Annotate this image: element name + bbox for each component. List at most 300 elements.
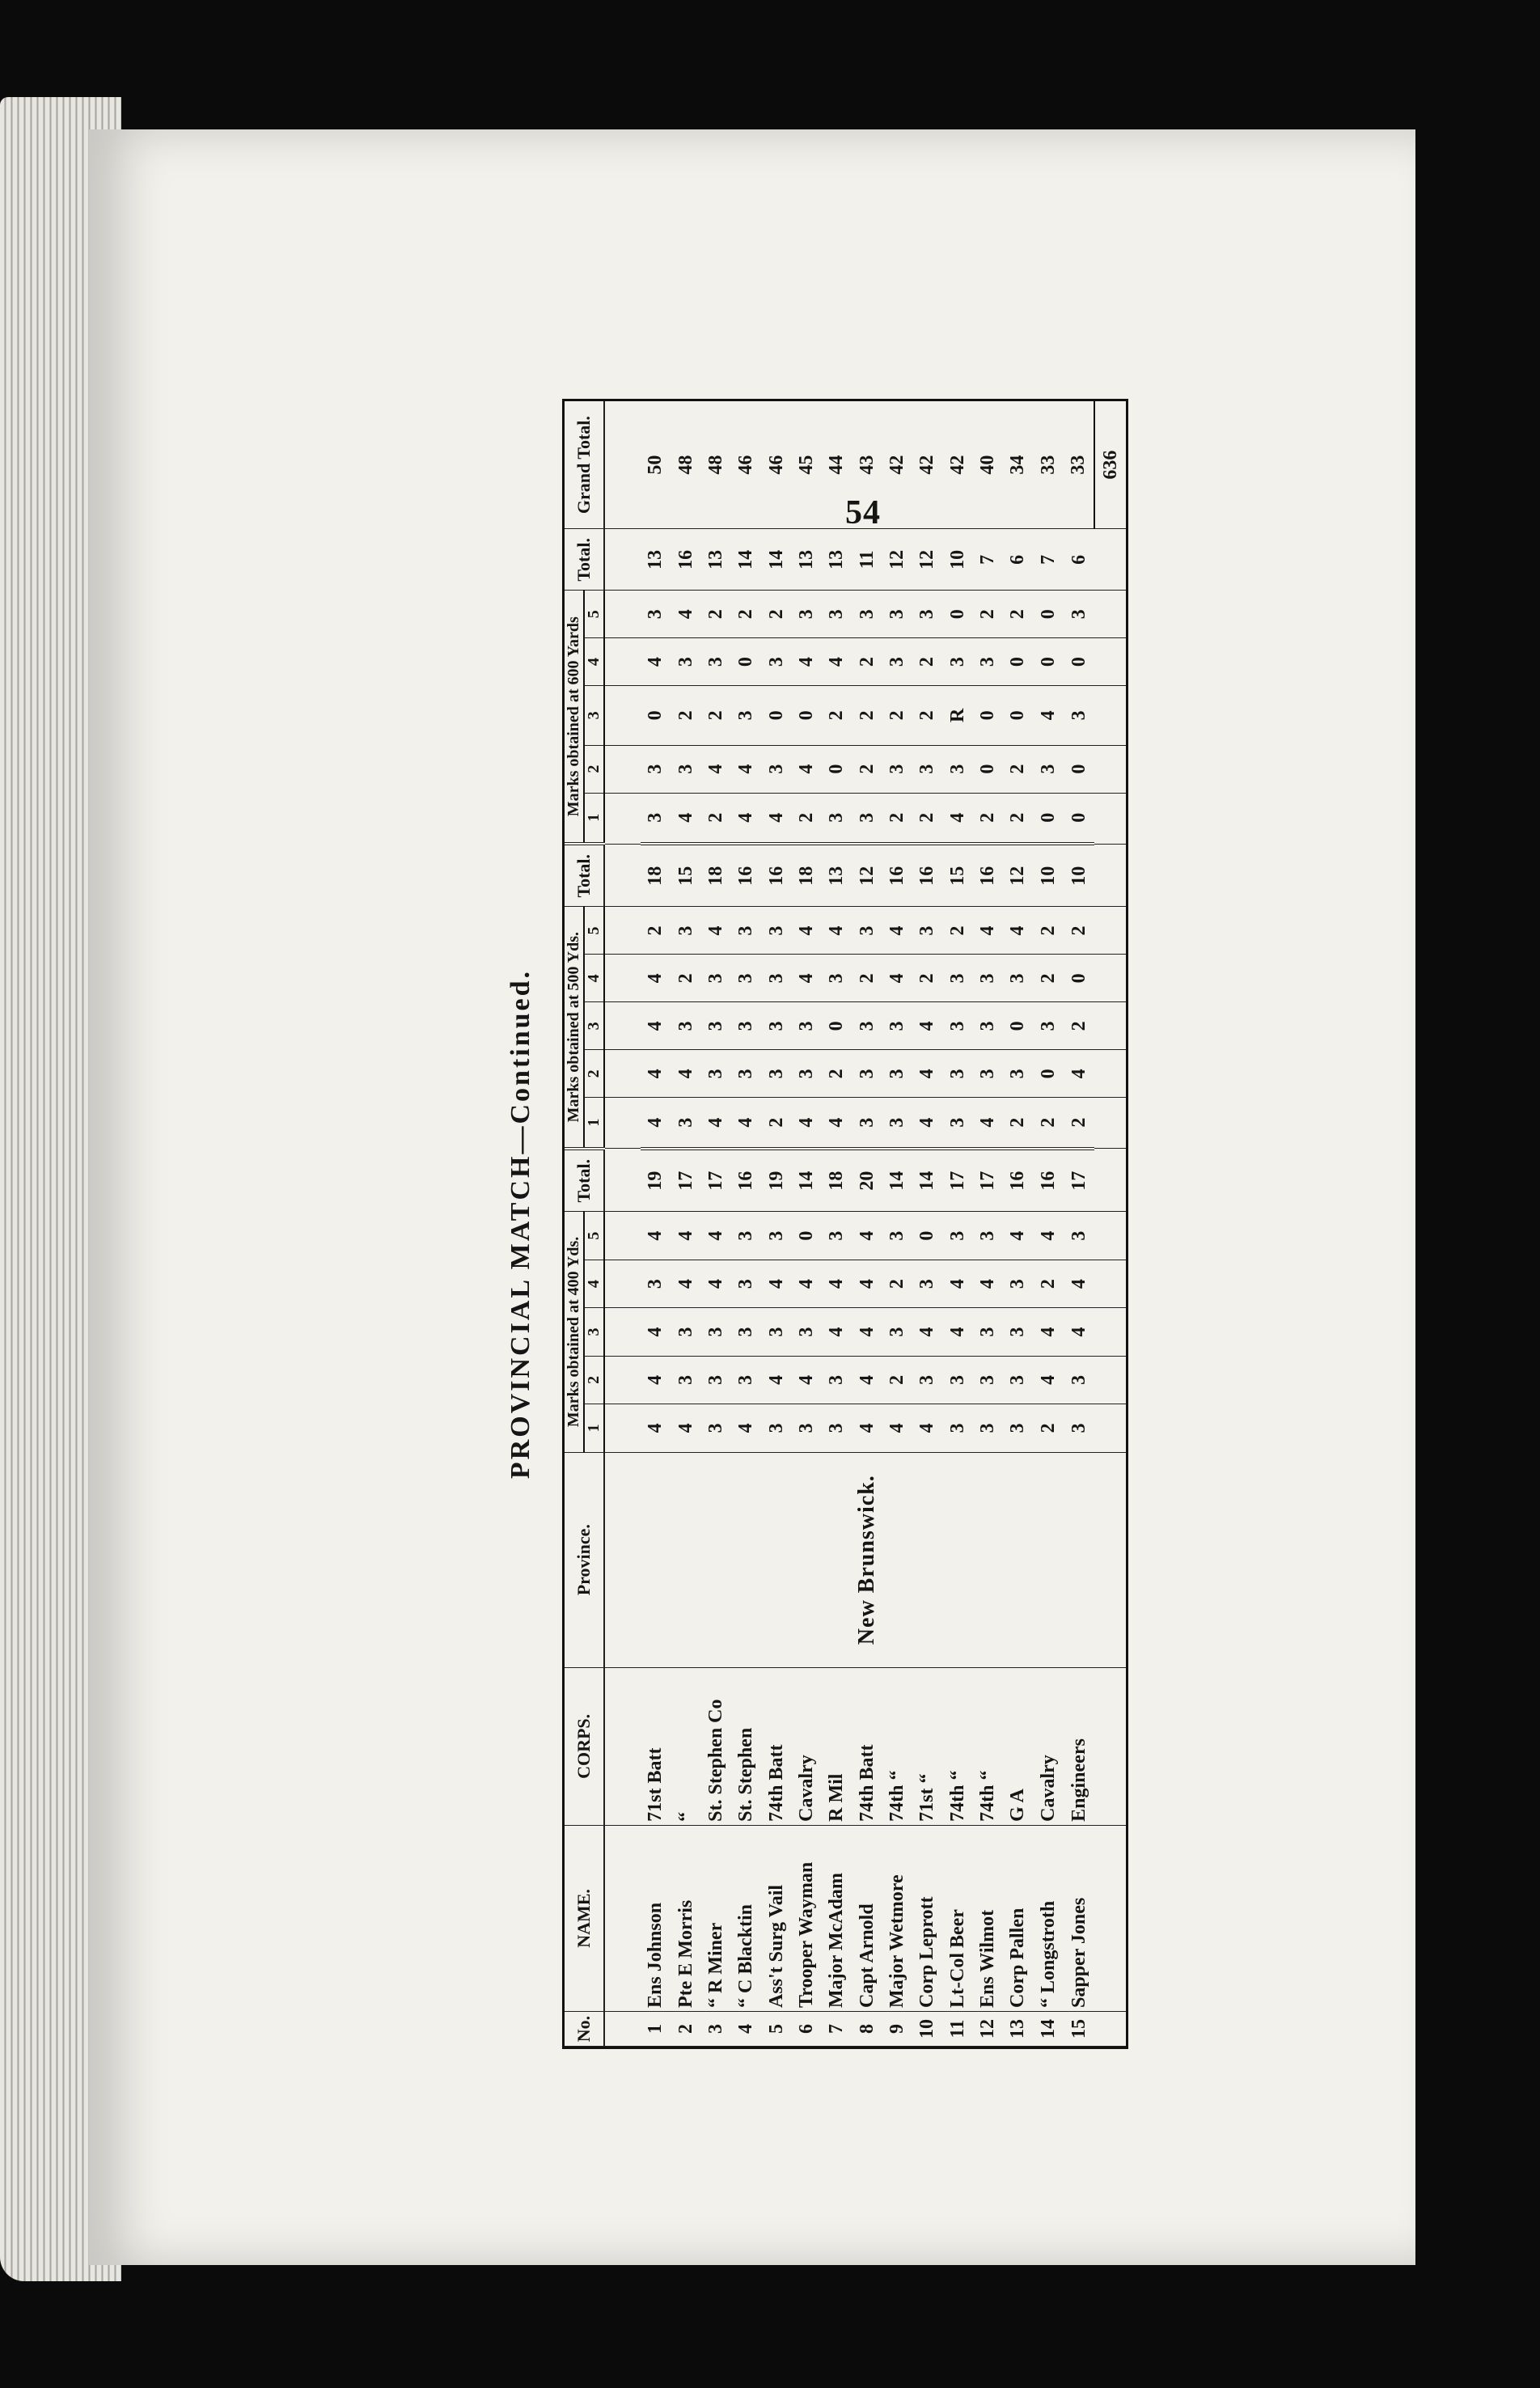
grand-total: 48 — [671, 401, 700, 529]
score-400-shot-1: 4 — [882, 1404, 912, 1452]
sum-spacer-cell — [1094, 1825, 1126, 2011]
score-500-shot-2: 3 — [942, 1050, 972, 1098]
score-600-shot-1: 4 — [761, 793, 791, 844]
score-400-shot-2: 3 — [972, 1356, 1002, 1404]
score-500-shot-3: 3 — [972, 1002, 1002, 1050]
score-500-shot-1: 4 — [912, 1098, 942, 1149]
sum-spacer-cell — [1094, 1050, 1126, 1098]
score-500-shot-3: 3 — [791, 1002, 821, 1050]
total-400: 19 — [761, 1149, 791, 1212]
score-500-shot-5: 3 — [671, 907, 700, 955]
table-row — [1003, 401, 1033, 2047]
score-600-shot-5: 3 — [641, 591, 671, 638]
score-600-shot-5: 2 — [972, 591, 1002, 638]
sum-spacer-cell — [1094, 1452, 1126, 1667]
score-500-shot-2: 3 — [1003, 1050, 1033, 1098]
score-400-shot-1: 4 — [731, 1404, 761, 1452]
spacer-cell — [604, 955, 641, 1002]
spacer-cell — [604, 1212, 641, 1260]
score-600-shot-2: 2 — [852, 745, 882, 793]
score-600-shot-1: 2 — [912, 793, 942, 844]
score-400-shot-3: 3 — [791, 1308, 821, 1356]
competitor-corps: 74th Batt — [761, 1667, 791, 1825]
score-500-shot-2: 3 — [852, 1050, 882, 1098]
total-500: 16 — [731, 844, 761, 907]
competitor-name: Ass't Surg Vail — [761, 1825, 791, 2011]
total-500: 16 — [882, 844, 912, 907]
score-500-shot-4: 3 — [972, 955, 1002, 1002]
score-400-shot-1: 2 — [1033, 1404, 1063, 1452]
table-row — [972, 401, 1002, 2047]
score-600-shot-1: 4 — [671, 793, 700, 844]
header-no: No. — [565, 2012, 604, 2047]
score-400-shot-4: 2 — [882, 1260, 912, 1307]
table-row — [791, 401, 821, 2047]
score-400-shot-5: 0 — [912, 1212, 942, 1260]
sum-spacer-cell — [1094, 844, 1126, 907]
sum-spacer-cell — [1094, 1149, 1126, 1212]
score-400-shot-1: 3 — [942, 1404, 972, 1452]
score-400-shot-3: 3 — [761, 1308, 791, 1356]
shot-header-500-5: 5 — [584, 907, 604, 955]
table-row — [822, 401, 852, 2047]
grand-total: 33 — [1063, 401, 1094, 529]
total-500: 18 — [791, 844, 821, 907]
grand-total: 40 — [972, 401, 1002, 529]
score-600-shot-1: 2 — [1003, 793, 1033, 844]
score-500-shot-2: 2 — [822, 1050, 852, 1098]
score-400-shot-5: 3 — [882, 1212, 912, 1260]
score-400-shot-3: 4 — [1033, 1308, 1063, 1356]
spacer-cell — [604, 907, 641, 955]
competitor-name: Capt Arnold — [852, 1825, 882, 2011]
competitor-name: “ R Miner — [700, 1825, 730, 2011]
total-500: 10 — [1063, 844, 1094, 907]
competitor-name: Major McAdam — [822, 1825, 852, 2011]
table-row — [761, 401, 791, 2047]
shot-header-400-1: 1 — [584, 1404, 604, 1452]
total-600: 12 — [912, 529, 942, 591]
score-500-shot-3: 3 — [700, 1002, 730, 1050]
shot-header-600-1: 1 — [584, 793, 604, 844]
sum-spacer-cell — [1094, 1260, 1126, 1307]
score-600-shot-5: 3 — [1063, 591, 1094, 638]
spacer-cell — [604, 1308, 641, 1356]
competitor-corps: 71st Batt — [641, 1667, 671, 1825]
score-500-shot-1: 4 — [822, 1098, 852, 1149]
score-600-shot-5: 0 — [1033, 591, 1063, 638]
score-600-shot-2: 0 — [972, 745, 1002, 793]
header-total-500: Total. — [565, 844, 604, 907]
score-400-shot-1: 3 — [822, 1404, 852, 1452]
score-600-shot-4: 2 — [852, 638, 882, 686]
shot-header-400-5: 5 — [584, 1212, 604, 1260]
score-400-shot-4: 3 — [641, 1260, 671, 1307]
competitor-name: “ C Blacktin — [731, 1825, 761, 2011]
header-corps: CORPS. — [565, 1667, 604, 1825]
score-600-shot-1: 2 — [791, 793, 821, 844]
score-400-shot-5: 4 — [1003, 1212, 1033, 1260]
total-400: 14 — [882, 1149, 912, 1212]
score-400-shot-3: 4 — [942, 1308, 972, 1356]
score-600-shot-3: 3 — [1063, 685, 1094, 745]
total-400: 17 — [671, 1149, 700, 1212]
row-number: 9 — [882, 2012, 912, 2047]
header-name: NAME. — [565, 1825, 604, 2011]
score-400-shot-5: 3 — [942, 1212, 972, 1260]
score-400-shot-5: 0 — [791, 1212, 821, 1260]
score-500-shot-4: 2 — [852, 955, 882, 1002]
table-row — [671, 401, 700, 2047]
table-row — [700, 401, 730, 2047]
score-600-shot-1: 2 — [882, 793, 912, 844]
score-500-shot-5: 2 — [942, 907, 972, 955]
score-400-shot-5: 3 — [761, 1212, 791, 1260]
score-600-shot-1: 3 — [822, 793, 852, 844]
score-600-shot-1: 4 — [731, 793, 761, 844]
shot-header-400-2: 2 — [584, 1356, 604, 1404]
sum-spacer-cell — [1094, 1667, 1126, 1825]
score-500-shot-5: 3 — [912, 907, 942, 955]
total-400: 14 — [912, 1149, 942, 1212]
competitor-name: Lt-Col Beer — [942, 1825, 972, 2011]
total-600: 13 — [700, 529, 730, 591]
score-400-shot-3: 3 — [700, 1308, 730, 1356]
total-600: 16 — [671, 529, 700, 591]
score-600-shot-2: 3 — [1033, 745, 1063, 793]
sum-spacer-cell — [1094, 1098, 1126, 1149]
shot-header-600-3: 3 — [584, 685, 604, 745]
spacer-cell — [604, 1452, 641, 1667]
table-row — [882, 401, 912, 2047]
competitor-corps: “ — [671, 1667, 700, 1825]
score-500-shot-1: 2 — [761, 1098, 791, 1149]
score-400-shot-4: 3 — [912, 1260, 942, 1307]
score-400-shot-5: 3 — [731, 1212, 761, 1260]
score-500-shot-4: 2 — [671, 955, 700, 1002]
total-600: 13 — [791, 529, 821, 591]
competitor-name: Corp Pallen — [1003, 1825, 1033, 2011]
score-400-shot-4: 4 — [942, 1260, 972, 1307]
score-600-shot-3: 2 — [671, 685, 700, 745]
score-400-shot-3: 4 — [822, 1308, 852, 1356]
grand-total: 42 — [912, 401, 942, 529]
score-400-shot-5: 4 — [641, 1212, 671, 1260]
score-600-shot-3: 0 — [761, 685, 791, 745]
score-600-shot-5: 3 — [822, 591, 852, 638]
total-500: 16 — [761, 844, 791, 907]
score-500-shot-4: 3 — [700, 955, 730, 1002]
total-500: 16 — [912, 844, 942, 907]
total-600: 13 — [641, 529, 671, 591]
score-400-shot-1: 4 — [641, 1404, 671, 1452]
score-400-shot-2: 4 — [791, 1356, 821, 1404]
score-400-shot-4: 3 — [1003, 1260, 1033, 1307]
score-600-shot-4: 3 — [942, 638, 972, 686]
total-500: 12 — [1003, 844, 1033, 907]
grand-total: 48 — [700, 401, 730, 529]
score-500-shot-5: 4 — [700, 907, 730, 955]
spacer-cell — [604, 844, 641, 907]
score-400-shot-4: 2 — [1033, 1260, 1063, 1307]
score-400-shot-4: 4 — [852, 1260, 882, 1307]
score-600-shot-4: 3 — [972, 638, 1002, 686]
sum-spacer-cell — [1094, 2012, 1126, 2047]
score-600-shot-3: 0 — [972, 685, 1002, 745]
row-number: 1 — [641, 2012, 671, 2047]
score-600-shot-3: 2 — [822, 685, 852, 745]
row-number: 5 — [761, 2012, 791, 2047]
sum-spacer-cell — [1094, 685, 1126, 745]
score-500-shot-2: 3 — [761, 1050, 791, 1098]
competitor-corps: G A — [1003, 1667, 1033, 1825]
header-marks-500: Marks obtained at 500 Yds. — [565, 907, 584, 1149]
total-400: 16 — [1003, 1149, 1033, 1212]
score-500-shot-2: 3 — [791, 1050, 821, 1098]
score-500-shot-1: 2 — [1063, 1098, 1094, 1149]
spacer-cell — [604, 1404, 641, 1452]
total-400: 17 — [1063, 1149, 1094, 1212]
table-row — [641, 401, 671, 2047]
grand-total-sum: 636 — [1094, 401, 1126, 529]
row-number: 11 — [942, 2012, 972, 2047]
score-500-shot-5: 2 — [1063, 907, 1094, 955]
grand-total: 42 — [942, 401, 972, 529]
score-500-shot-2: 3 — [700, 1050, 730, 1098]
grand-total: 33 — [1033, 401, 1063, 529]
total-400: 17 — [972, 1149, 1002, 1212]
score-500-shot-3: 0 — [822, 1002, 852, 1050]
shot-header-600-2: 2 — [584, 745, 604, 793]
total-400: 17 — [700, 1149, 730, 1212]
score-600-shot-4: 3 — [882, 638, 912, 686]
score-400-shot-2: 3 — [822, 1356, 852, 1404]
total-400: 14 — [791, 1149, 821, 1212]
sum-spacer-cell — [1094, 1308, 1126, 1356]
spacer-cell — [604, 1098, 641, 1149]
score-600-shot-4: 0 — [1063, 638, 1094, 686]
competitor-corps: 74th “ — [942, 1667, 972, 1825]
score-400-shot-1: 3 — [972, 1404, 1002, 1452]
score-500-shot-5: 3 — [731, 907, 761, 955]
score-600-shot-2: 3 — [761, 745, 791, 793]
score-400-shot-3: 3 — [671, 1308, 700, 1356]
score-400-shot-1: 4 — [671, 1404, 700, 1452]
score-500-shot-1: 4 — [641, 1098, 671, 1149]
row-number: 3 — [700, 2012, 730, 2047]
shot-header-500-2: 2 — [584, 1050, 604, 1098]
score-600-shot-3: 0 — [791, 685, 821, 745]
score-400-shot-1: 4 — [912, 1404, 942, 1452]
spacer-cell — [604, 1002, 641, 1050]
score-400-shot-4: 4 — [791, 1260, 821, 1307]
score-500-shot-4: 3 — [942, 955, 972, 1002]
score-600-shot-4: 3 — [761, 638, 791, 686]
grand-total: 50 — [641, 401, 671, 529]
score-600-shot-3: 0 — [1003, 685, 1033, 745]
total-500: 12 — [852, 844, 882, 907]
spacer-cell — [604, 1260, 641, 1307]
row-number: 4 — [731, 2012, 761, 2047]
shot-header-400-4: 4 — [584, 1260, 604, 1307]
score-600-shot-2: 2 — [1003, 745, 1033, 793]
sum-row — [1094, 401, 1126, 2047]
competitor-corps: St. Stephen Co — [700, 1667, 730, 1825]
spacer-cell — [604, 1356, 641, 1404]
row-number: 6 — [791, 2012, 821, 2047]
row-number: 2 — [671, 2012, 700, 2047]
score-500-shot-3: 3 — [761, 1002, 791, 1050]
score-600-shot-3: 0 — [641, 685, 671, 745]
spacer-cell — [604, 2012, 641, 2047]
score-600-shot-3: 2 — [852, 685, 882, 745]
score-600-shot-1: 0 — [1063, 793, 1094, 844]
score-500-shot-5: 4 — [791, 907, 821, 955]
score-600-shot-4: 4 — [641, 638, 671, 686]
score-400-shot-4: 4 — [761, 1260, 791, 1307]
score-500-shot-4: 4 — [791, 955, 821, 1002]
total-600: 7 — [1033, 529, 1063, 591]
score-500-shot-2: 4 — [641, 1050, 671, 1098]
score-400-shot-3: 4 — [1063, 1308, 1094, 1356]
score-400-shot-1: 3 — [791, 1404, 821, 1452]
total-500: 16 — [972, 844, 1002, 907]
score-500-shot-3: 3 — [882, 1002, 912, 1050]
spacer-cell — [604, 529, 641, 591]
score-600-shot-5: 2 — [731, 591, 761, 638]
total-500: 18 — [641, 844, 671, 907]
sum-spacer-cell — [1094, 529, 1126, 591]
table-row — [1063, 401, 1094, 2047]
score-500-shot-4: 2 — [912, 955, 942, 1002]
score-500-shot-4: 4 — [882, 955, 912, 1002]
score-600-shot-4: 3 — [671, 638, 700, 686]
score-600-shot-2: 4 — [731, 745, 761, 793]
grand-total: 43 — [852, 401, 882, 529]
score-400-shot-1: 3 — [1063, 1404, 1094, 1452]
score-400-shot-2: 3 — [912, 1356, 942, 1404]
total-600: 11 — [852, 529, 882, 591]
competitor-name: Ens Wilmot — [972, 1825, 1002, 2011]
score-500-shot-4: 0 — [1063, 955, 1094, 1002]
score-500-shot-4: 3 — [1003, 955, 1033, 1002]
score-500-shot-1: 4 — [700, 1098, 730, 1149]
grand-total: 42 — [882, 401, 912, 529]
score-600-shot-5: 2 — [761, 591, 791, 638]
score-600-shot-4: 4 — [822, 638, 852, 686]
score-500-shot-1: 4 — [972, 1098, 1002, 1149]
score-600-shot-1: 4 — [942, 793, 972, 844]
score-500-shot-3: 4 — [641, 1002, 671, 1050]
score-500-shot-4: 4 — [641, 955, 671, 1002]
score-600-shot-3: R — [942, 685, 972, 745]
competitor-corps: Cavalry — [791, 1667, 821, 1825]
competitor-corps: St. Stephen — [731, 1667, 761, 1825]
score-400-shot-3: 3 — [1003, 1308, 1033, 1356]
total-400: 19 — [641, 1149, 671, 1212]
score-600-shot-2: 3 — [882, 745, 912, 793]
score-400-shot-3: 3 — [731, 1308, 761, 1356]
sum-spacer-cell — [1094, 638, 1126, 686]
row-number: 7 — [822, 2012, 852, 2047]
shot-header-600-5: 5 — [584, 591, 604, 638]
table-row — [912, 401, 942, 2047]
score-600-shot-4: 3 — [700, 638, 730, 686]
competitor-name: Corp Leprott — [912, 1825, 942, 2011]
sum-spacer-cell — [1094, 745, 1126, 793]
sum-spacer-cell — [1094, 793, 1126, 844]
table-title: PROVINCIAL MATCH—Continued. — [506, 968, 535, 1480]
score-400-shot-5: 4 — [671, 1212, 700, 1260]
score-600-shot-4: 0 — [1033, 638, 1063, 686]
score-500-shot-1: 4 — [791, 1098, 821, 1149]
score-600-shot-3: 3 — [731, 685, 761, 745]
header-marks-600: Marks obtained at 600 Yards — [565, 591, 584, 844]
competitor-corps: 74th “ — [882, 1667, 912, 1825]
score-600-shot-2: 4 — [700, 745, 730, 793]
score-600-shot-3: 4 — [1033, 685, 1063, 745]
score-500-shot-1: 2 — [1033, 1098, 1063, 1149]
total-500: 10 — [1033, 844, 1063, 907]
score-600-shot-5: 3 — [882, 591, 912, 638]
total-500: 13 — [822, 844, 852, 907]
competitor-corps: Cavalry — [1033, 1667, 1063, 1825]
score-500-shot-4: 2 — [1033, 955, 1063, 1002]
rotated-table-block — [506, 399, 1136, 2049]
score-600-shot-2: 0 — [1063, 745, 1094, 793]
score-400-shot-5: 4 — [852, 1212, 882, 1260]
competitor-corps: 71st “ — [912, 1667, 942, 1825]
competitor-name: Trooper Wayman — [791, 1825, 821, 2011]
sum-spacer-cell — [1094, 907, 1126, 955]
total-600: 6 — [1063, 529, 1094, 591]
total-400: 16 — [1033, 1149, 1063, 1212]
sum-spacer-cell — [1094, 1404, 1126, 1452]
score-600-shot-1: 3 — [852, 793, 882, 844]
spacer-cell — [604, 1149, 641, 1212]
score-600-shot-5: 3 — [852, 591, 882, 638]
total-500: 15 — [671, 844, 700, 907]
score-600-shot-1: 3 — [641, 793, 671, 844]
spacer-cell — [604, 591, 641, 638]
score-500-shot-3: 2 — [1063, 1002, 1094, 1050]
score-400-shot-2: 4 — [852, 1356, 882, 1404]
total-600: 14 — [761, 529, 791, 591]
score-500-shot-2: 3 — [882, 1050, 912, 1098]
row-number: 10 — [912, 2012, 942, 2047]
score-500-shot-2: 3 — [731, 1050, 761, 1098]
table-row — [1033, 401, 1063, 2047]
competitor-name: “ Longstroth — [1033, 1825, 1063, 2011]
score-500-shot-1: 3 — [852, 1098, 882, 1149]
total-600: 6 — [1003, 529, 1033, 591]
total-500: 15 — [942, 844, 972, 907]
header-province: Province. — [565, 1452, 604, 1667]
score-600-shot-2: 3 — [641, 745, 671, 793]
spacer-cell — [604, 745, 641, 793]
score-500-shot-2: 3 — [972, 1050, 1002, 1098]
score-400-shot-2: 4 — [1033, 1356, 1063, 1404]
total-600: 7 — [972, 529, 1002, 591]
score-400-shot-2: 3 — [700, 1356, 730, 1404]
results-table-frame — [562, 399, 1128, 2049]
score-500-shot-2: 4 — [912, 1050, 942, 1098]
score-500-shot-5: 4 — [882, 907, 912, 955]
sum-spacer-cell — [1094, 955, 1126, 1002]
score-600-shot-5: 3 — [912, 591, 942, 638]
shot-header-500-4: 4 — [584, 955, 604, 1002]
total-600: 13 — [822, 529, 852, 591]
